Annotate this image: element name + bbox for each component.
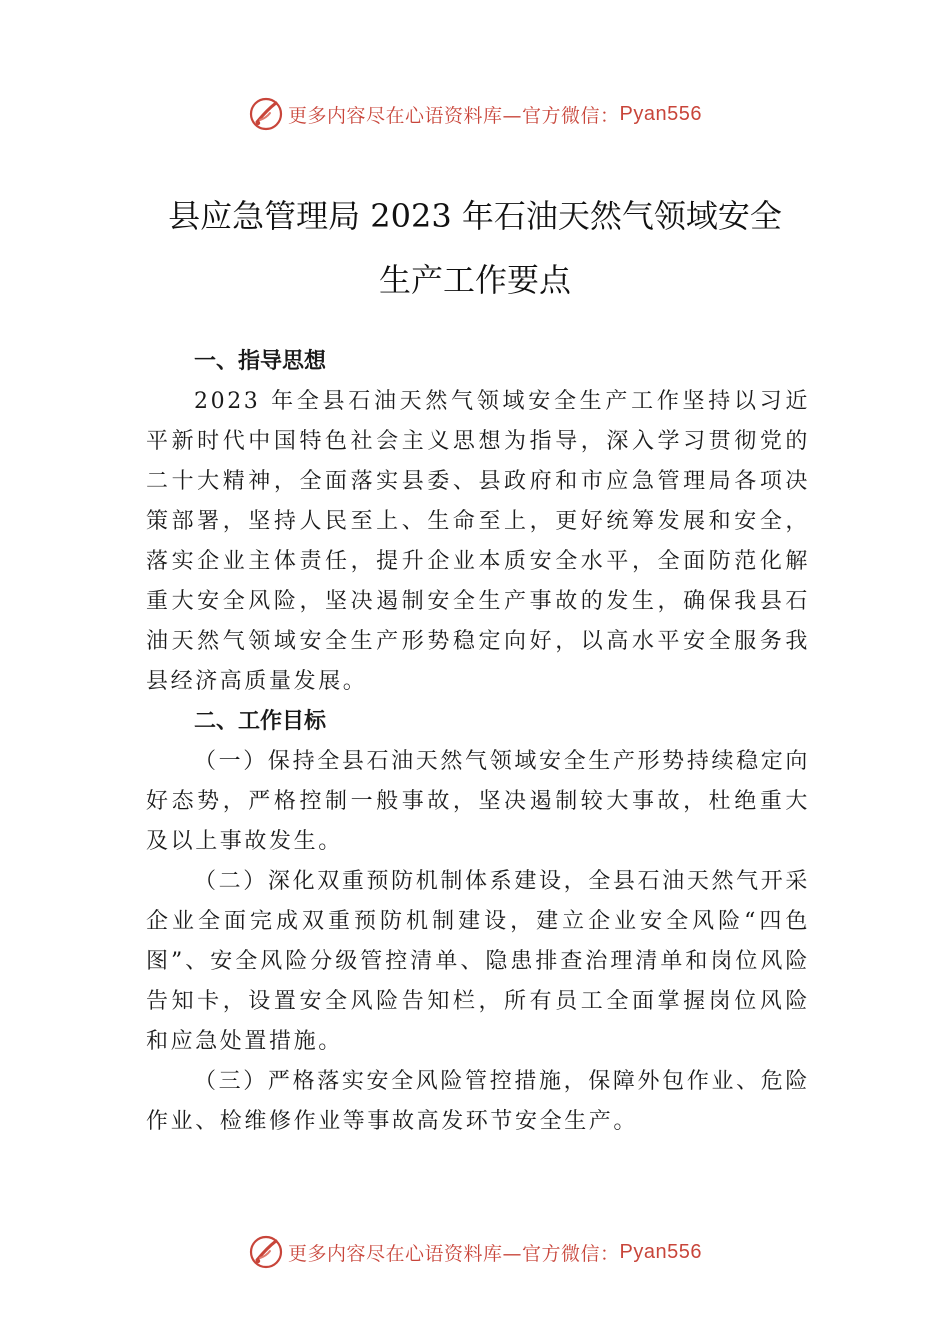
section-heading-work-goals: 二、工作目标 <box>194 709 327 734</box>
work-goal-paragraph-3: （三）严格落实安全风险管控措施，保障外包作业、危险作业、检维修作业等事故高发环节安全生产。 <box>146 1069 810 1134</box>
work-goal-paragraph-1: （一）保持全县石油天然气领域安全生产形势持续稳定向好态势，严格控制一般事故，坚决遏制较大事故，杜绝重大及以上事故发生。 <box>146 749 810 854</box>
header-watermark <box>0 96 950 132</box>
brush-logo-icon <box>248 96 284 132</box>
watermark-text: 更多内容尽在心语资料库—官方微信： <box>288 1242 620 1265</box>
section-heading-guiding-ideology: 一、指导思想 <box>194 349 327 374</box>
watermark-text: 更多内容尽在心语资料库—官方微信： <box>288 104 620 127</box>
watermark-handle: Pyan556 <box>619 102 702 125</box>
footer-watermark <box>0 1234 950 1270</box>
document-body <box>146 342 810 1142</box>
work-goal-paragraph-2: （二）深化双重预防机制体系建设，全县石油天然气开采企业全面完成双重预防机制建设，建立企业安全风险“四色图”、安全风险分级管控清单、隐患排查治理清单和岗位风险告知卡，设置安全风险告知栏，所有员工全面掌握岗位风险和应急处置措施。 <box>146 869 810 1054</box>
title-line-1: 县应急管理局 2023 年石油天然气领域安全 <box>168 197 782 235</box>
title-line-2: 生产工作要点 <box>378 261 571 299</box>
document-title <box>100 184 850 312</box>
guiding-ideology-paragraph: 2023 年全县石油天然气领域安全生产工作坚持以习近平新时代中国特色社会主义思想为指导，深入学习贯彻党的二十大精神，全面落实县委、县政府和市应急管理局各项决策部署，坚持人民至上、生命至上，更好统筹发展和安全， 落实企业主体责任，提升企业本质安全水平，全面防范化解重大安全风险，坚决遏制安全生产事故的发生，确保我县石油天然气领域安全生产形势稳定向好，以高水平安全服务我县经济高质量发展。 <box>146 389 810 694</box>
watermark-handle: Pyan556 <box>619 1240 702 1263</box>
brush-logo-icon <box>248 1234 284 1270</box>
